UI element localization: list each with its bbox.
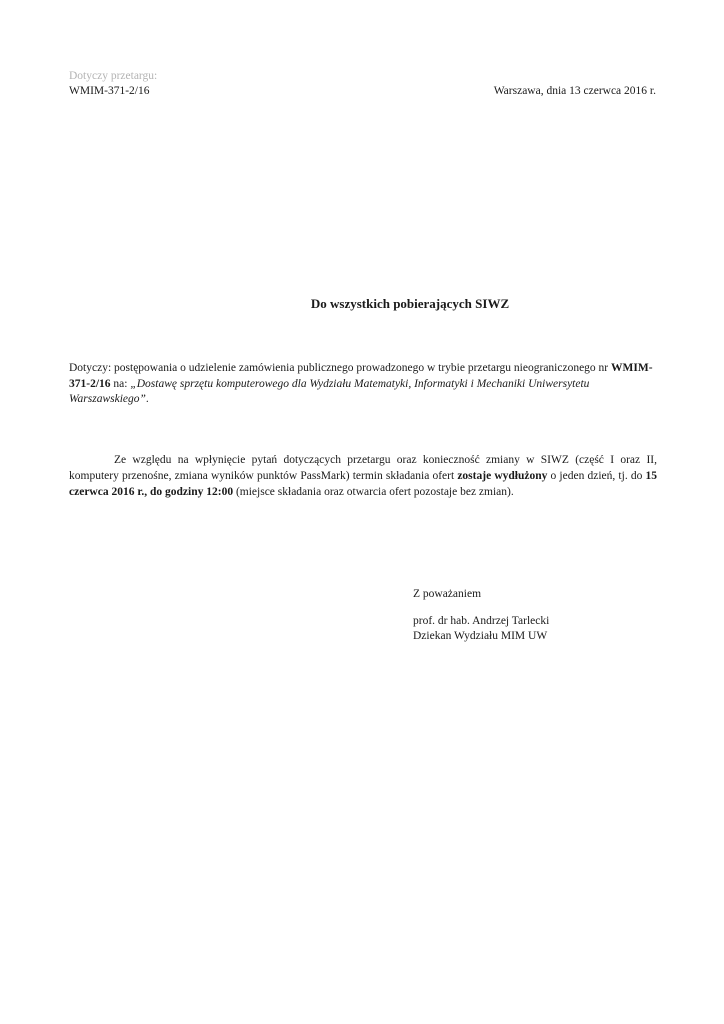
body-text-1: Ze względu na wpłynięcie pytań dotyczących przetargu oraz konieczność zmiany w SIWZ (część I oraz II, komputery przenośne, zmiana wyników punktów PassMark) termin składania ofert bbox=[69, 454, 657, 482]
body-text-2: o jeden dzień, tj. do bbox=[547, 470, 646, 482]
signature-name: prof. dr hab. Andrzej Tarlecki bbox=[413, 614, 550, 627]
signature-block bbox=[413, 587, 549, 645]
subject-title: „Dostawę sprzętu komputerowego dla Wydziału Matematyki, Informatyki i Mechaniki Uniwersytetu Warszawskiego” bbox=[69, 377, 590, 405]
subject-paragraph bbox=[69, 361, 659, 408]
body-emphasis-extended: zostaje wydłużony bbox=[457, 470, 548, 482]
subject-prefix: Dotyczy: postępowania o udzielenie zamówienia publicznego prowadzonego w trybie przetargu nieograniczonego nr bbox=[69, 362, 612, 374]
body-text-3: (miejsce składania oraz otwarcia ofert pozostaje bez zmian). bbox=[233, 486, 514, 498]
place-and-date: Warszawa, dnia 13 czerwca 2016 r. bbox=[493, 85, 656, 97]
body-emphasis-deadline: 15 czerwca 2016 r., do godziny 12:00 bbox=[69, 470, 658, 498]
subject-suffix: . bbox=[145, 393, 149, 405]
subject-middle: na: bbox=[110, 377, 131, 390]
letter-heading: Do wszystkich pobierających SIWZ bbox=[310, 296, 510, 311]
signature-position: Dziekan Wydziału MIM UW bbox=[413, 630, 548, 642]
signature-closing: Z poważaniem bbox=[413, 588, 482, 600]
body-paragraph bbox=[69, 452, 657, 500]
tender-reference-label: Dotyczy przetargu: bbox=[69, 70, 158, 82]
tender-reference-number: WMIM-371-2/16 bbox=[69, 85, 150, 97]
subject-case-number: WMIM-371-2/16 bbox=[69, 362, 653, 390]
